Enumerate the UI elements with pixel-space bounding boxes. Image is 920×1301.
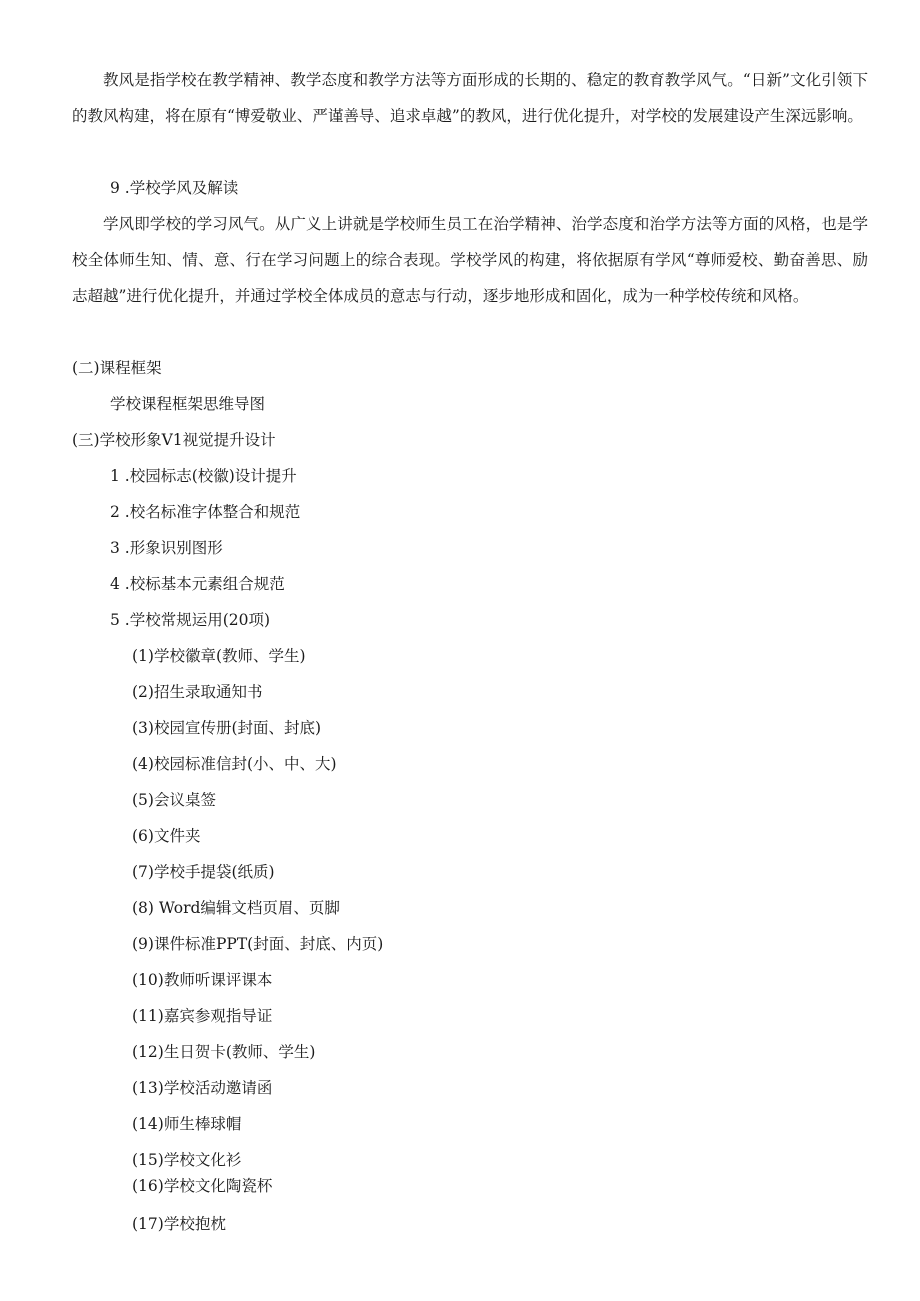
list-item: 4 .校标基本元素组合规范: [110, 575, 285, 593]
sub-list-item: (4)校园标准信封(小、中、大): [132, 755, 337, 773]
xuefeng-paragraph: 学风即学校的学习风气。从广义上讲就是学校师生员工在治学精神、治学态度和治学方法等方面的风格，也是学校全体师生知、情、意、行在学习问题上的综合表现。学校学风的构建，将依据原有学风“尊师爱校、勤奋善思、励志超越”进行优化提升，并通过学校全体成员的意志与行动，逐步地形成和固化，成为一种学校传统和风格。: [72, 215, 868, 305]
sub-list-item: (14)师生棒球帽: [132, 1115, 242, 1133]
sub-list-item: (9)课件标准PPT(封面、封底、内页): [132, 935, 384, 953]
list-item: 3 .形象识别图形: [110, 539, 223, 557]
sub-list-item: (5)会议桌签: [132, 791, 216, 809]
sub-list-item: (1)学校徽章(教师、学生): [132, 647, 306, 665]
xingxiang-heading: (三)学校形象V1视觉提升设计: [72, 431, 276, 449]
sub-list-item: (10)教师听课评课本: [132, 971, 273, 989]
sub-list-item: (16)学校文化陶瓷杯: [132, 1177, 273, 1195]
list-item: 1 .校园标志(校徽)设计提升: [110, 467, 297, 485]
sub-list-item: (13)学校活动邀请函: [132, 1079, 273, 1097]
list-item: 2 .校名标准字体整合和规范: [110, 503, 301, 521]
sub-list-item: (7)学校手提袋(纸质): [132, 863, 275, 881]
sub-list-item: (11)嘉宾参观指导证: [132, 1007, 273, 1025]
sub-list-item: (3)校园宣传册(封面、封底): [132, 719, 322, 737]
xuefeng-heading: 9 .学校学风及解读: [110, 179, 239, 197]
jiaofeng-paragraph: 教风是指学校在教学精神、教学态度和教学方法等方面形成的长期的、稳定的教育教学风气。“日新”文化引领下的教风构建，将在原有“博爱敬业、严谨善导、追求卓越”的教风，进行优化提升，对学校的发展建设产生深远影响。: [72, 71, 868, 125]
kecheng-item: 学校课程框架思维导图: [110, 395, 266, 413]
sub-list-item: (2)招生录取通知书: [132, 683, 263, 701]
sub-list-item: (12)生日贺卡(教师、学生): [132, 1043, 316, 1061]
sub-list-item: (6)文件夹: [132, 827, 201, 845]
kecheng-heading: (二)课程框架: [72, 359, 162, 377]
sub-list-item: (17)学校抱枕: [132, 1215, 226, 1233]
list-item: 5 .学校常规运用(20项): [110, 611, 271, 629]
sub-list-item: (15)学校文化衫: [132, 1151, 242, 1169]
sub-list-item: (8) Word编辑文档页眉、页脚: [132, 899, 340, 917]
